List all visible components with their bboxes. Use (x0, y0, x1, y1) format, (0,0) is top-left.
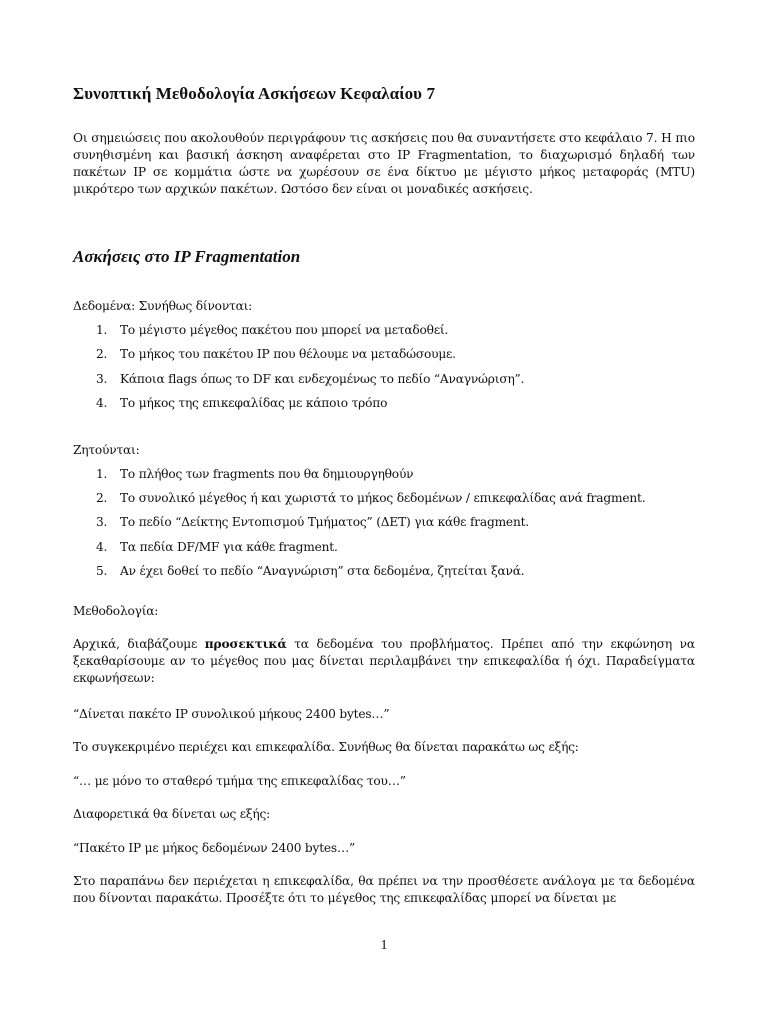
given-item (96, 346, 696, 363)
methodology-label: Μεθοδολογία: (73, 604, 159, 618)
list-number: 2. (96, 347, 108, 361)
given-item (96, 371, 696, 388)
asked-item (96, 466, 696, 483)
asked-item (96, 514, 696, 531)
asked-item-text: Το πεδίο “Δείκτης Εντοπισμού Τμήματος” (ΔΕΤ) για κάθε fragment. (120, 515, 529, 529)
example-quote: “Δίνεται πακέτο IP συνολικού μήκους 2400 bytes…” (73, 707, 390, 721)
asked-item-text: Το συνολικό μέγεθος ή και χωριστά το μήκος δεδομένων / επικεφαλίδας ανά fragment. (120, 491, 646, 505)
given-item (96, 395, 696, 412)
text-run: τα δεδομένα του προβλήματος. Πρέπει από την εκφώνηση να ξεκαθαρίσουμε αν το μέγεθος που μας δίνεται περιλαμβάνει την επικεφαλίδα ή όχι. Παραδείγματα εκφωνήσεων: (73, 637, 695, 685)
section-heading: Ασκήσεις στο IP Fragmentation (73, 247, 301, 266)
asked-item-text: Αν έχει δοθεί το πεδίο “Αναγνώριση” στα δεδομένα, ζητείται ξανά. (120, 564, 525, 578)
list-number: 3. (96, 372, 108, 386)
given-item (96, 322, 696, 339)
text-run: Αρχικά, διαβάζουμε (73, 637, 205, 651)
asked-item (96, 490, 696, 507)
methodology-paragraph: Το συγκεκριμένο περιέχει και επικεφαλίδα. Συνήθως θα δίνεται παρακάτω ως εξής: (73, 740, 579, 754)
given-item-text: Κάποια flags όπως το DF και ενδεχομένως το πεδίο “Αναγνώριση”. (120, 372, 525, 386)
methodology-paragraph (73, 636, 695, 687)
list-number: 1. (96, 323, 108, 337)
list-number: 4. (96, 396, 108, 410)
asked-item-text: Το πλήθος των fragments που θα δημιουργηθούν (120, 467, 414, 481)
given-item-text: Το μήκος του πακέτου IP που θέλουμε να μεταδώσουμε. (120, 347, 456, 361)
asked-label: Ζητούνται: (73, 443, 140, 457)
methodology-paragraph: Διαφορετικά θα δίνεται ως εξής: (73, 807, 271, 821)
given-item-text: Το μέγιστο μέγεθος πακέτου που μπορεί να μεταδοθεί. (120, 323, 449, 337)
intro-paragraph: Οι σημειώσεις που ακολουθούν περιγράφουν τις ασκήσεις που θα συναντήσετε στο κεφάλαιο 7. Η πιο συνηθισμένη και βασική άσκηση αναφέρεται στο IP Fragmentation, το διαχωρισμό δηλαδή των πακέτων IP σε κομμάτια ώστε να χωρέσουν σε ένα δίκτυο με μέγιστο μήκος μεταφοράς (MTU) μικρότερο των αρχικών πακέτων. Ωστόσο δεν είναι οι μοναδικές ασκήσεις. (73, 131, 695, 196)
example-quote: “… με μόνο το σταθερό τμήμα της επικεφαλίδας του…” (73, 774, 406, 788)
emphasis-text: προσεκτικά (204, 637, 287, 651)
asked-item-text: Τα πεδία DF/MF για κάθε fragment. (120, 540, 338, 554)
given-item-text: Το μήκος της επικεφαλίδας με κάποιο τρόπο (120, 396, 388, 410)
example-quote: “Πακέτο IP με μήκος δεδομένων 2400 bytes…” (73, 841, 355, 855)
asked-item (96, 563, 696, 580)
list-number: 1. (96, 467, 108, 481)
given-label: Δεδομένα: Συνήθως δίνονται: (73, 299, 253, 313)
list-number: 4. (96, 540, 108, 554)
document-title: Συνοπτική Μεθοδολογία Ασκήσεων Κεφαλαίου 7 (73, 84, 436, 103)
list-number: 2. (96, 491, 108, 505)
methodology-paragraph: Στο παραπάνω δεν περιέχεται η επικεφαλίδα, θα πρέπει να την προσθέσετε ανάλογα με τα δεδομένα που δίνονται παρακάτω. Προσέξτε ότι το μέγεθος της επικεφαλίδας μπορεί να δίνεται με (73, 874, 695, 905)
list-number: 3. (96, 515, 108, 529)
page-number: 1 (380, 938, 388, 953)
list-number: 5. (96, 564, 108, 578)
asked-item (96, 539, 696, 556)
